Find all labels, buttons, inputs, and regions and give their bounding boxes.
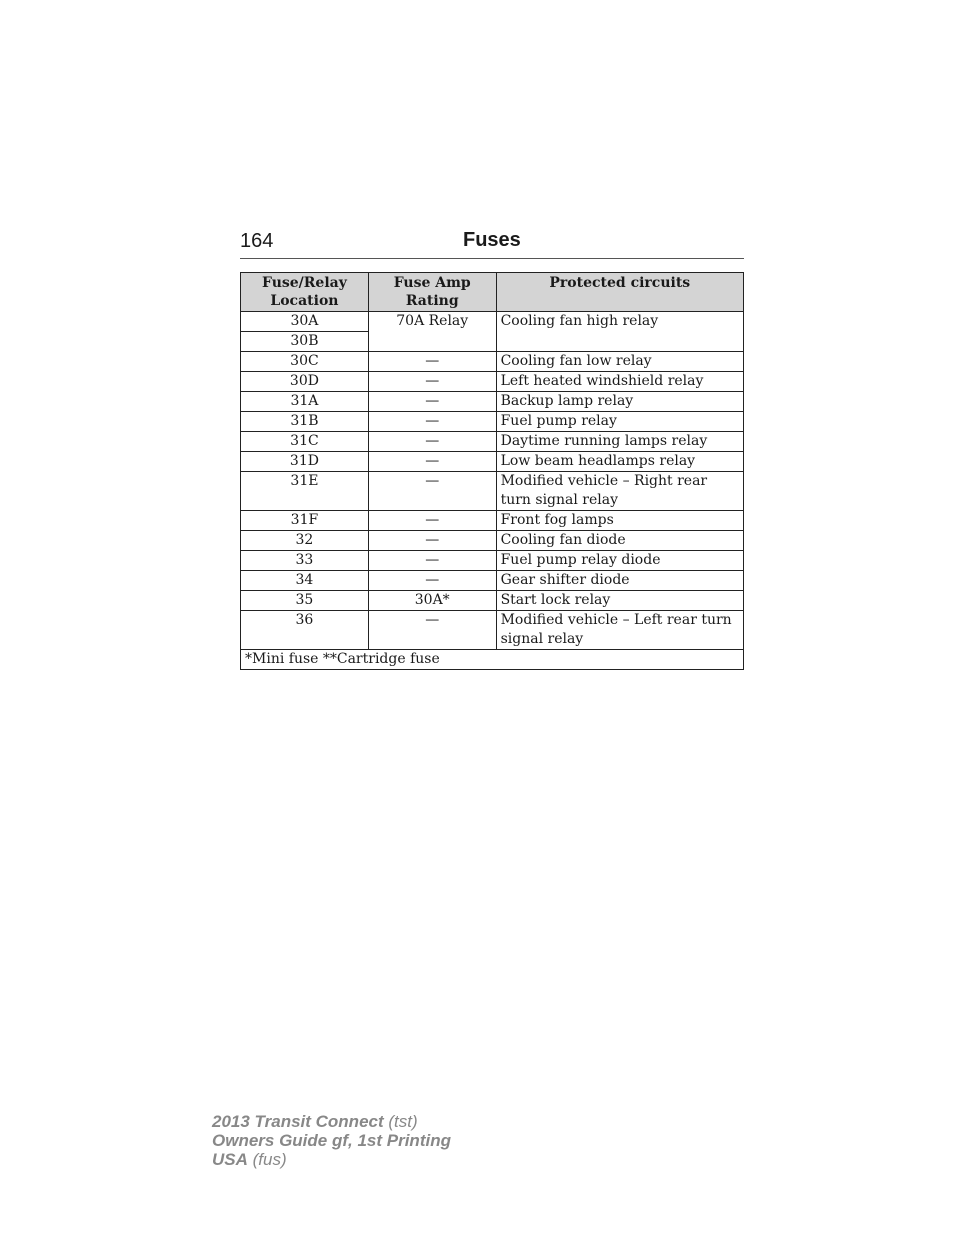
table-footnote: *Mini fuse **Cartridge fuse — [241, 650, 744, 670]
circuit-cell: Front fog lamps — [496, 511, 743, 531]
table-row — [241, 352, 744, 372]
table-row — [241, 571, 744, 591]
location-cell: 33 — [241, 551, 369, 571]
rating-cell: — — [368, 611, 496, 650]
table-row — [241, 472, 744, 511]
circuit-cell: Cooling fan low relay — [496, 352, 743, 372]
column-header-location: Fuse/Relay Location — [241, 273, 369, 312]
location-cell: 35 — [241, 591, 369, 611]
circuit-cell: Start lock relay — [496, 591, 743, 611]
location-cell: 31B — [241, 412, 369, 432]
footer-line-2: Owners Guide gf, 1st Printing — [212, 1131, 451, 1150]
rating-cell: — — [368, 551, 496, 571]
fuse-table — [240, 272, 744, 670]
column-header-circuits: Protected circuits — [496, 273, 743, 312]
table-row — [241, 611, 744, 650]
table-row — [241, 531, 744, 551]
rating-cell: — — [368, 432, 496, 452]
table-row — [241, 591, 744, 611]
circuit-cell: Fuel pump relay — [496, 412, 743, 432]
location-cell: 31D — [241, 452, 369, 472]
location-cell: 34 — [241, 571, 369, 591]
table-row — [241, 511, 744, 531]
table-row — [241, 312, 744, 332]
location-cell: 31A — [241, 392, 369, 412]
location-cell: 30B — [241, 332, 369, 352]
document-footer — [212, 1112, 451, 1169]
circuit-cell: Cooling fan high relay — [496, 312, 743, 352]
rating-cell: — — [368, 452, 496, 472]
circuit-cell: Modified vehicle – Left rear turn signal relay — [496, 611, 743, 650]
rating-cell: — — [368, 412, 496, 432]
location-cell: 30C — [241, 352, 369, 372]
circuit-cell: Cooling fan diode — [496, 531, 743, 551]
table-row — [241, 412, 744, 432]
circuit-cell: Fuel pump relay diode — [496, 551, 743, 571]
table-row — [241, 452, 744, 472]
location-cell: 31F — [241, 511, 369, 531]
rating-cell: — — [368, 571, 496, 591]
rating-cell: — — [368, 472, 496, 511]
circuit-cell: Daytime running lamps relay — [496, 432, 743, 452]
rating-cell: 30A* — [368, 591, 496, 611]
table-row — [241, 372, 744, 392]
location-cell: 31C — [241, 432, 369, 452]
table-footnote-row — [241, 650, 744, 670]
location-cell: 30A — [241, 312, 369, 332]
section-title: Fuses — [463, 229, 521, 251]
page-number: 164 — [240, 230, 274, 252]
rating-cell: — — [368, 352, 496, 372]
rating-cell: — — [368, 531, 496, 551]
rating-cell: 70A Relay — [368, 312, 496, 352]
page-header — [240, 228, 744, 259]
table-row — [241, 432, 744, 452]
footer-line-1: 2013 Transit Connect (tst) — [212, 1112, 418, 1131]
rating-cell: — — [368, 392, 496, 412]
table-row — [241, 551, 744, 571]
table-row — [241, 392, 744, 412]
circuit-cell: Gear shifter diode — [496, 571, 743, 591]
circuit-cell: Low beam headlamps relay — [496, 452, 743, 472]
column-header-rating: Fuse Amp Rating — [368, 273, 496, 312]
table-header-row — [241, 273, 744, 312]
circuit-cell: Backup lamp relay — [496, 392, 743, 412]
location-cell: 32 — [241, 531, 369, 551]
location-cell: 31E — [241, 472, 369, 511]
circuit-cell: Left heated windshield relay — [496, 372, 743, 392]
rating-cell: — — [368, 511, 496, 531]
circuit-cell: Modified vehicle – Right rear turn signal relay — [496, 472, 743, 511]
location-cell: 36 — [241, 611, 369, 650]
rating-cell: — — [368, 372, 496, 392]
location-cell: 30D — [241, 372, 369, 392]
footer-line-3: USA (fus) — [212, 1150, 287, 1169]
